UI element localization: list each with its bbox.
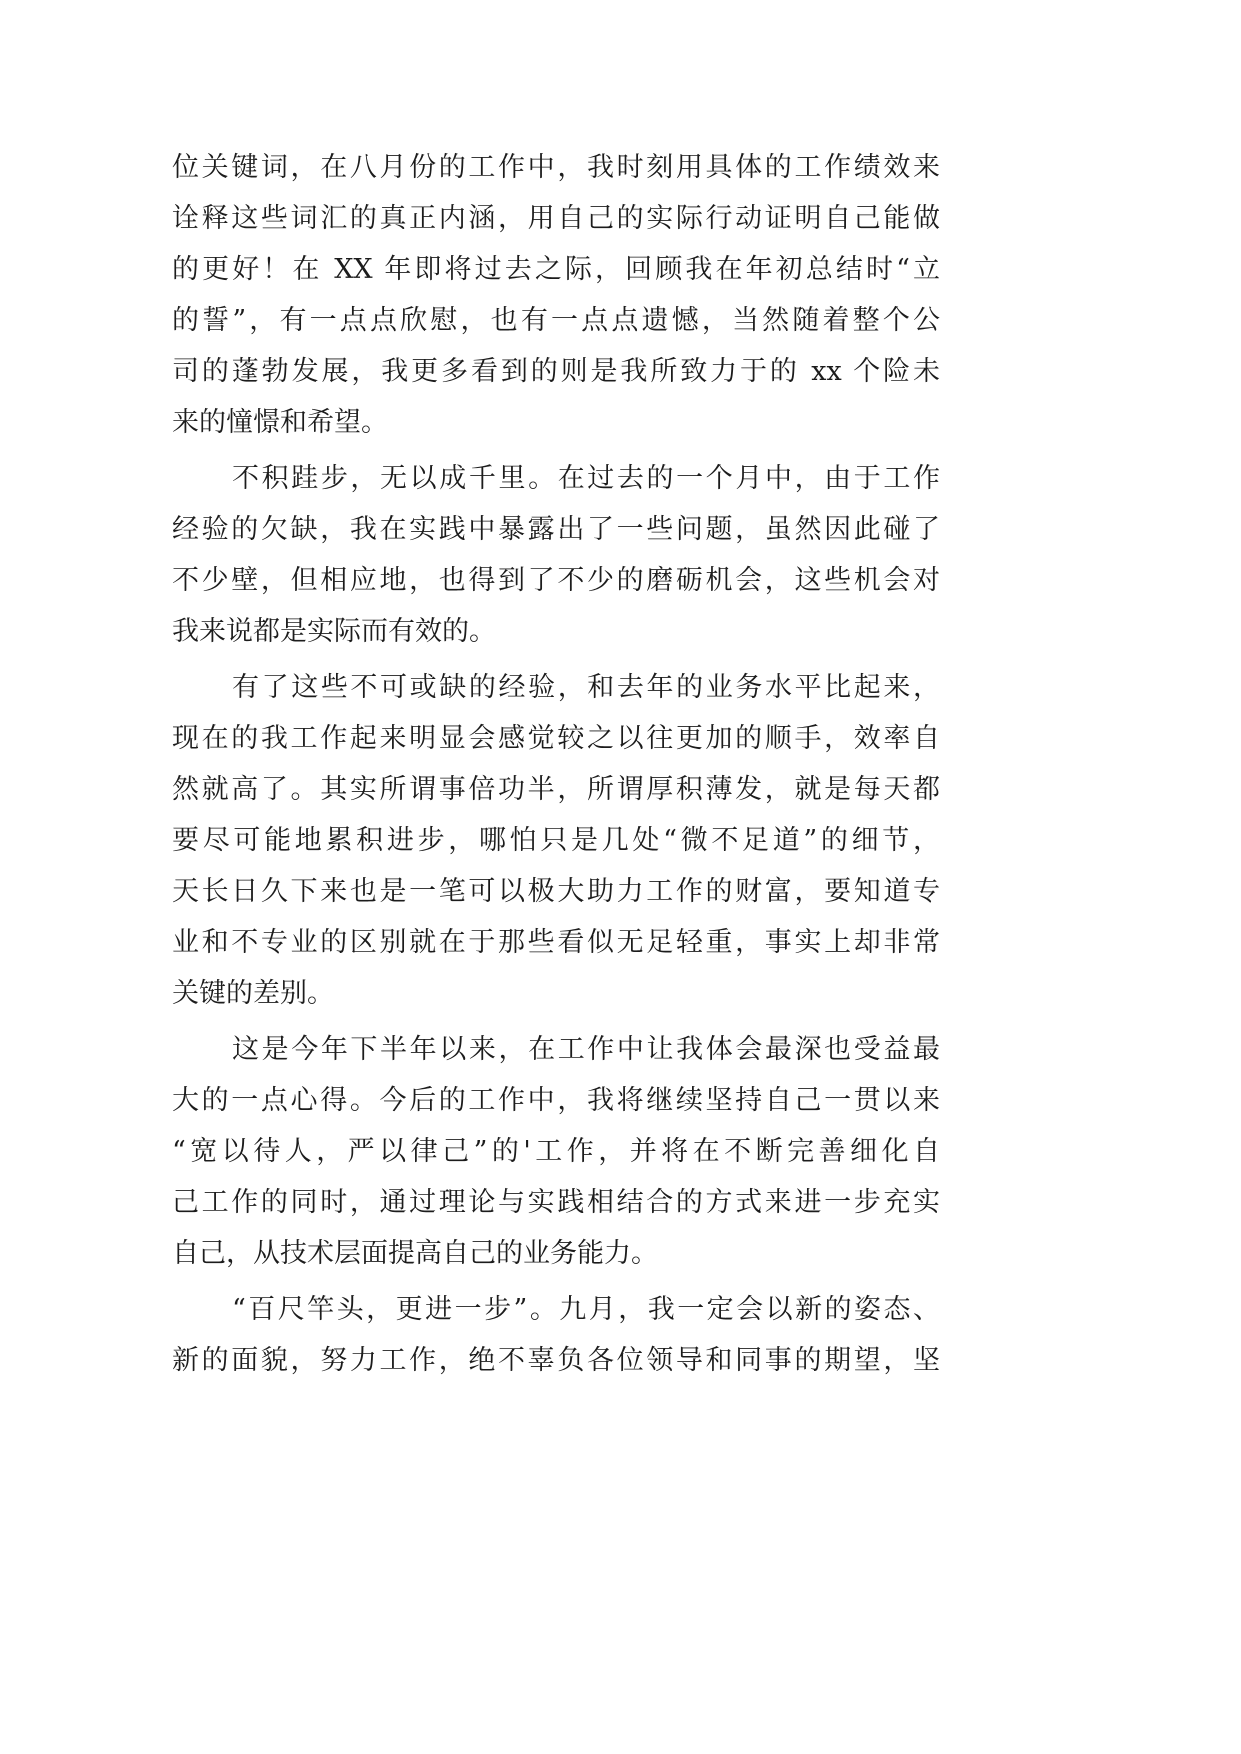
text-line: 己工作的同时，通过理论与实践相结合的方式来进一步充实 (172, 1187, 940, 1218)
text-line: 这是今年下半年以来，在工作中让我体会最深也受益最 (232, 1034, 940, 1065)
text-line: 经验的欠缺，我在实践中暴露出了一些问题，虽然因此碰了 (172, 514, 940, 545)
text-line: 的更好！在 XX 年即将过去之际，回顾我在年初总结时“立 (172, 254, 940, 285)
paragraph-4 (172, 1024, 940, 1279)
text-line: 来的憧憬和希望。 (172, 407, 388, 438)
text-line: 不少壁，但相应地，也得到了不少的磨砺机会，这些机会对 (172, 565, 940, 596)
paragraph-5 (172, 1284, 940, 1386)
document-body (172, 142, 940, 1391)
text-line: 然就高了。其实所谓事倍功半，所谓厚积薄发，就是每天都 (172, 774, 940, 805)
text-line: 现在的我工作起来明显会感觉较之以往更加的顺手，效率自 (172, 723, 940, 754)
text-line: 有了这些不可或缺的经验，和去年的业务水平比起来， (232, 672, 940, 703)
text-line: 我来说都是实际而有效的。 (172, 616, 496, 647)
paragraph-3 (172, 662, 940, 1019)
text-line: 诠释这些词汇的真正内涵，用自己的实际行动证明自己能做 (172, 203, 940, 234)
text-line: 关键的差别。 (172, 978, 334, 1009)
text-line: “宽以待人，严以律己”的'工作，并将在不断完善细化自 (172, 1136, 940, 1167)
text-line: 要尽可能地累积进步，哪怕只是几处“微不足道”的细节， (172, 825, 940, 856)
text-line: 位关键词，在八月份的工作中，我时刻用具体的工作绩效来 (172, 152, 940, 183)
text-line: 的誓”，有一点点欣慰，也有一点点遗憾，当然随着整个公 (172, 305, 940, 336)
paragraph-2 (172, 453, 940, 657)
text-line: 大的一点心得。今后的工作中，我将继续坚持自己一贯以来 (172, 1085, 940, 1116)
text-line: “百尺竿头，更进一步”。九月，我一定会以新的姿态、 (232, 1294, 940, 1325)
text-line: 新的面貌，努力工作，绝不辜负各位领导和同事的期望，坚 (172, 1345, 940, 1376)
text-line: 自己，从技术层面提高自己的业务能力。 (172, 1238, 658, 1269)
text-line: 不积跬步，无以成千里。在过去的一个月中，由于工作 (232, 463, 940, 494)
text-line: 司的蓬勃发展，我更多看到的则是我所致力于的 xx 个险未 (172, 356, 940, 387)
text-line: 天长日久下来也是一笔可以极大助力工作的财富，要知道专 (172, 876, 940, 907)
paragraph-1 (172, 142, 940, 448)
text-line: 业和不专业的区别就在于那些看似无足轻重，事实上却非常 (172, 927, 940, 958)
